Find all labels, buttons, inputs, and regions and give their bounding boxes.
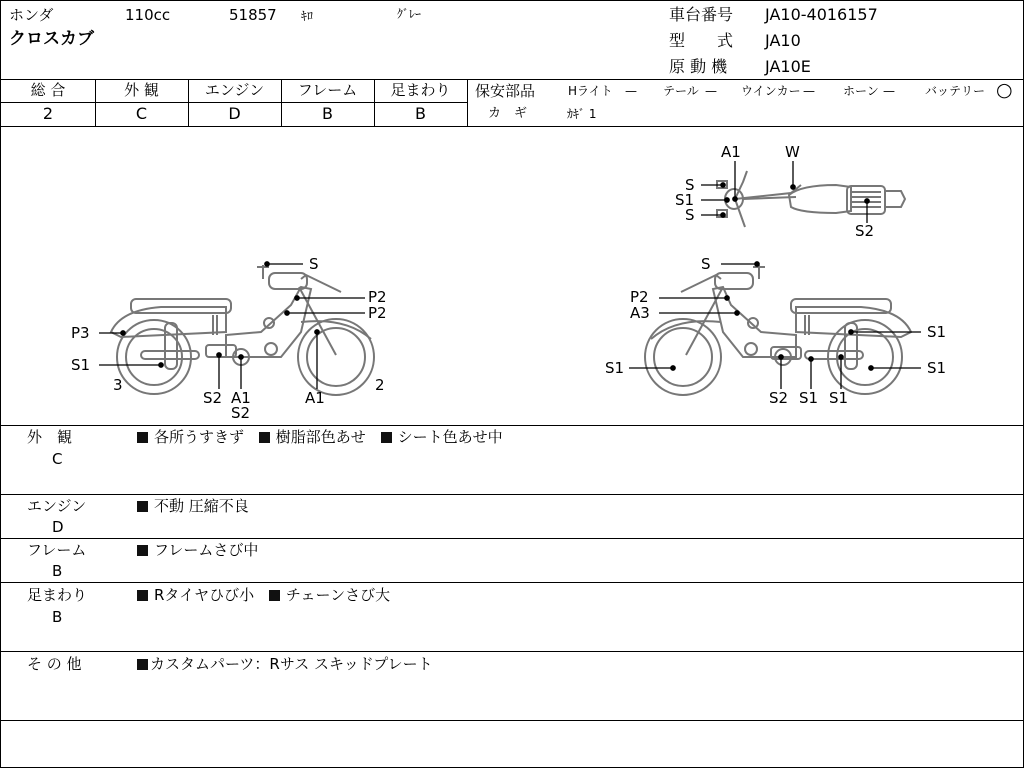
comment-engine-category: エンジン <box>27 497 87 515</box>
comment-suspension-category: 足まわり <box>27 586 88 604</box>
comment-suspension-grade: B <box>52 608 63 626</box>
mileage: 51857 <box>229 6 277 24</box>
color: ｸﾞﾚｰ <box>397 7 422 21</box>
comment-frame-category: フレーム <box>27 541 87 559</box>
top-label-s1: S1 <box>675 191 695 209</box>
type-value: JA10 <box>765 31 801 50</box>
comment-other-category: そ の 他 <box>27 655 82 673</box>
grade-engine-label: エンジン <box>204 81 265 99</box>
left-label-a1-a: A1 <box>231 389 251 407</box>
left-label-s2-a: S2 <box>203 389 223 407</box>
divider <box>1 494 1023 495</box>
bullet-icon <box>137 501 148 512</box>
engine-value: JA10E <box>765 57 811 76</box>
comment-suspension-item-1: Rタイヤひび小 <box>154 586 255 604</box>
left-label-s: S <box>309 255 319 273</box>
top-label-s-lower: S <box>685 206 695 224</box>
engine-label: 原 動 機 <box>669 57 728 76</box>
divider <box>1 425 1023 426</box>
comment-other-item-1: カスタムパーツ：Rサス スキッドプレート <box>150 655 433 673</box>
bullet-icon <box>381 432 392 443</box>
grade-exterior-label: 外 観 <box>124 81 159 99</box>
right-label-s1-bottom-a: S1 <box>799 389 819 407</box>
comment-engine-grade: D <box>52 518 64 536</box>
grade-frame-value: B <box>322 104 333 123</box>
comment-frame-grade: B <box>52 562 63 580</box>
bullet-icon <box>259 432 270 443</box>
type-label: 型 式 <box>669 31 734 50</box>
bullet-icon <box>137 659 148 670</box>
left-label-s1: S1 <box>71 356 91 374</box>
comment-suspension-item-2: チェーンさび大 <box>285 586 391 604</box>
chassis-no: JA10-4016157 <box>765 5 878 24</box>
safety-battery-mark: ○ <box>996 79 1013 101</box>
safety-title: 保安部品 <box>475 82 536 100</box>
top-label-a1: A1 <box>721 143 741 161</box>
grade-engine-value: D <box>228 104 241 123</box>
comment-other-line <box>137 657 433 672</box>
right-label-s1-bottom-b: S1 <box>829 389 849 407</box>
bullet-icon <box>137 432 148 443</box>
comment-engine-line <box>137 499 249 514</box>
leader-lines <box>99 161 921 389</box>
grade-suspension-value: B <box>415 104 426 123</box>
top-label-s2: S2 <box>855 222 875 240</box>
divider <box>467 79 468 126</box>
grade-overall-label: 総 合 <box>30 81 66 99</box>
grade-suspension-label: 足まわり <box>390 81 451 99</box>
left-label-3: 3 <box>113 376 123 394</box>
left-label-p3: P3 <box>71 324 90 342</box>
grade-exterior-value: C <box>135 104 148 123</box>
bullet-icon <box>137 545 148 556</box>
safety-horn-label: ホーン <box>843 84 879 98</box>
top-label-s-upper: S <box>685 176 695 194</box>
right-label-s2: S2 <box>769 389 789 407</box>
key-label: カ ギ <box>488 106 528 121</box>
comment-suspension-line <box>137 588 390 603</box>
safety-winker-label: ウインカー <box>741 84 801 98</box>
safety-tail-mark: — <box>705 84 717 98</box>
mileage-unit: ｷﾛ <box>301 9 314 23</box>
comment-exterior-grade: C <box>52 450 63 468</box>
comment-exterior-category: 外 観 <box>27 428 73 446</box>
bullet-icon <box>269 590 280 601</box>
right-label-s1-right: S1 <box>927 359 947 377</box>
safety-tail-label: テール <box>663 84 699 98</box>
safety-headlight-mark: — <box>625 84 637 98</box>
right-label-s1-upper: S1 <box>927 323 947 341</box>
divider <box>1 538 1023 539</box>
key-value: ｶｷﾞ 1 <box>567 107 597 121</box>
displacement: 110cc <box>125 6 171 24</box>
grade-frame-label: フレーム <box>297 81 358 99</box>
damage-diagram <box>1 127 1023 425</box>
top-label-w: W <box>785 143 800 161</box>
safety-horn-mark: — <box>883 84 895 98</box>
comment-exterior-line <box>137 430 503 445</box>
safety-headlight-label: Hライト <box>568 84 613 98</box>
divider <box>1 651 1023 652</box>
grade-overall-value: 2 <box>42 104 54 123</box>
left-label-p2-lower: P2 <box>368 304 387 322</box>
divider <box>1 79 1023 80</box>
divider <box>1 720 1023 721</box>
chassis-label: 車台番号 <box>669 5 734 24</box>
top-view-bike <box>717 171 905 227</box>
left-label-p2-upper: P2 <box>368 288 387 306</box>
right-label-s1-left: S1 <box>605 359 625 377</box>
maker: ホンダ <box>9 6 54 24</box>
left-label-s2-b: S2 <box>231 404 251 422</box>
comment-exterior-item-3: シート色あせ中 <box>397 428 503 446</box>
model-name: クロスカブ <box>9 29 94 49</box>
left-view-bike <box>111 265 374 395</box>
comment-frame-item-1: フレームさび中 <box>154 541 259 559</box>
comment-engine-item-1: 不動 圧縮不良 <box>154 497 249 515</box>
safety-winker-mark: — <box>803 84 815 98</box>
right-label-a3: A3 <box>630 304 650 322</box>
comment-exterior-item-2: 樹脂部色あせ <box>275 428 366 446</box>
bullet-icon <box>137 590 148 601</box>
comment-exterior-item-1: 各所うすきず <box>154 428 245 446</box>
right-view-bike <box>645 265 911 395</box>
comment-frame-line <box>137 543 258 558</box>
divider <box>1 102 467 103</box>
right-label-s: S <box>701 255 711 273</box>
divider <box>1 582 1023 583</box>
left-label-a1-b: A1 <box>305 389 325 407</box>
left-label-2: 2 <box>375 376 385 394</box>
safety-battery-label: バッテリー <box>925 84 986 98</box>
right-label-p2: P2 <box>630 288 649 306</box>
